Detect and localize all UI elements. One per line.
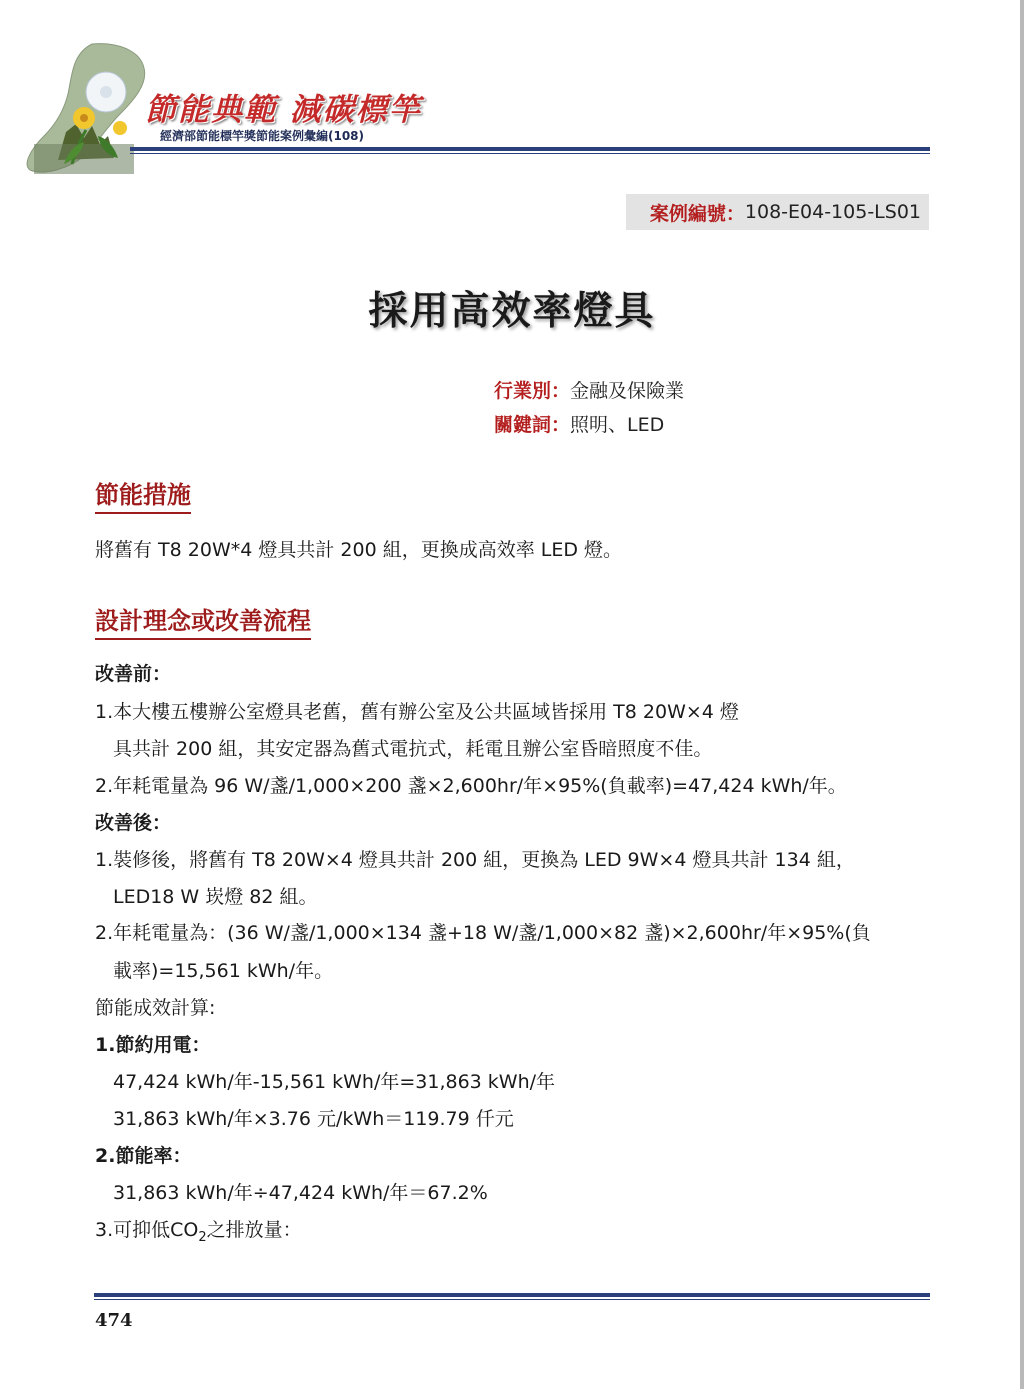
saving-line-2: 31,863 kWh/年×3.76 元/kWh＝119.79 仟元 bbox=[113, 1108, 514, 1130]
case-number-box bbox=[626, 194, 929, 230]
keywords-label: 關鍵詞： bbox=[494, 414, 571, 436]
after-label: 改善後： bbox=[95, 812, 172, 834]
co2-subscript: 2 bbox=[198, 1229, 207, 1245]
before-item-1: 1.本大樓五樓辦公室燈具老舊，舊有辦公室及公共區域皆採用 T8 20W×4 燈 bbox=[95, 701, 739, 723]
before-label: 改善前： bbox=[95, 663, 172, 685]
co2-label bbox=[95, 1215, 302, 1245]
before-item-1-cont: 具共計 200 組，其安定器為舊式電抗式，耗電且辦公室昏暗照度不佳。 bbox=[113, 738, 713, 760]
after-item-1-cont: LED18 W 崁燈 82 組。 bbox=[113, 886, 318, 908]
after-item-2: 2.年耗電量為：(36 W/盞/1,000×134 盞+18 W/盞/1,000×82 盞)×2,600hr/年×95%(負 bbox=[95, 922, 871, 944]
footer-rule-thin bbox=[94, 1299, 930, 1300]
keywords-line bbox=[494, 410, 664, 437]
co2-prefix: 3.可抑低CO bbox=[95, 1219, 199, 1241]
header-rule-thin bbox=[130, 153, 930, 154]
industry-line bbox=[494, 376, 684, 403]
keywords-value: 照明、LED bbox=[570, 414, 665, 436]
page-number: 474 bbox=[95, 1310, 133, 1331]
section-heading-measures: 節能措施 bbox=[95, 475, 191, 514]
after-item-2-cont: 載率)=15,561 kWh/年。 bbox=[113, 960, 334, 982]
header-rule bbox=[130, 147, 930, 151]
case-number-value: 108-E04-105-LS01 bbox=[744, 201, 921, 223]
saving-line-1: 47,424 kWh/年-15,561 kWh/年=31,863 kWh/年 bbox=[113, 1071, 556, 1093]
industry-value: 金融及保險業 bbox=[570, 380, 685, 402]
calc-label: 節能成效計算: bbox=[95, 997, 216, 1019]
after-item-1: 1.裝修後，將舊有 T8 20W×4 燈具共計 200 組，更換為 LED 9W×4 燈具共計 134 組， bbox=[95, 849, 855, 871]
taiwan-emblem-logo bbox=[22, 40, 152, 180]
measures-text: 將舊有 T8 20W*4 燈具共計 200 組，更換成高效率 LED 燈。 bbox=[95, 539, 623, 561]
rate-label: 2.節能率： bbox=[95, 1145, 192, 1167]
saving-label: 1.節約用電： bbox=[95, 1034, 211, 1056]
footer-rule bbox=[94, 1293, 930, 1297]
co2-suffix: 之排放量： bbox=[206, 1219, 302, 1241]
before-item-2: 2.年耗電量為 96 W/盞/1,000×200 盞×2,600hr/年×95%(負載率)=47,424 kWh/年。 bbox=[95, 775, 847, 797]
industry-label: 行業別： bbox=[494, 380, 571, 402]
logo-subtitle: 經濟部節能標竿獎節能案例彙編(108) bbox=[160, 129, 365, 143]
page-title: 採用高效率燈具 bbox=[368, 289, 656, 334]
section-heading-design: 設計理念或改善流程 bbox=[95, 601, 311, 640]
rate-line-1: 31,863 kWh/年÷47,424 kWh/年＝67.2% bbox=[113, 1182, 488, 1204]
logo-title: 節能典範 減碳標竿 bbox=[145, 92, 422, 128]
page-edge bbox=[1020, 0, 1024, 1389]
case-number-label: 案例編號： bbox=[649, 202, 745, 225]
